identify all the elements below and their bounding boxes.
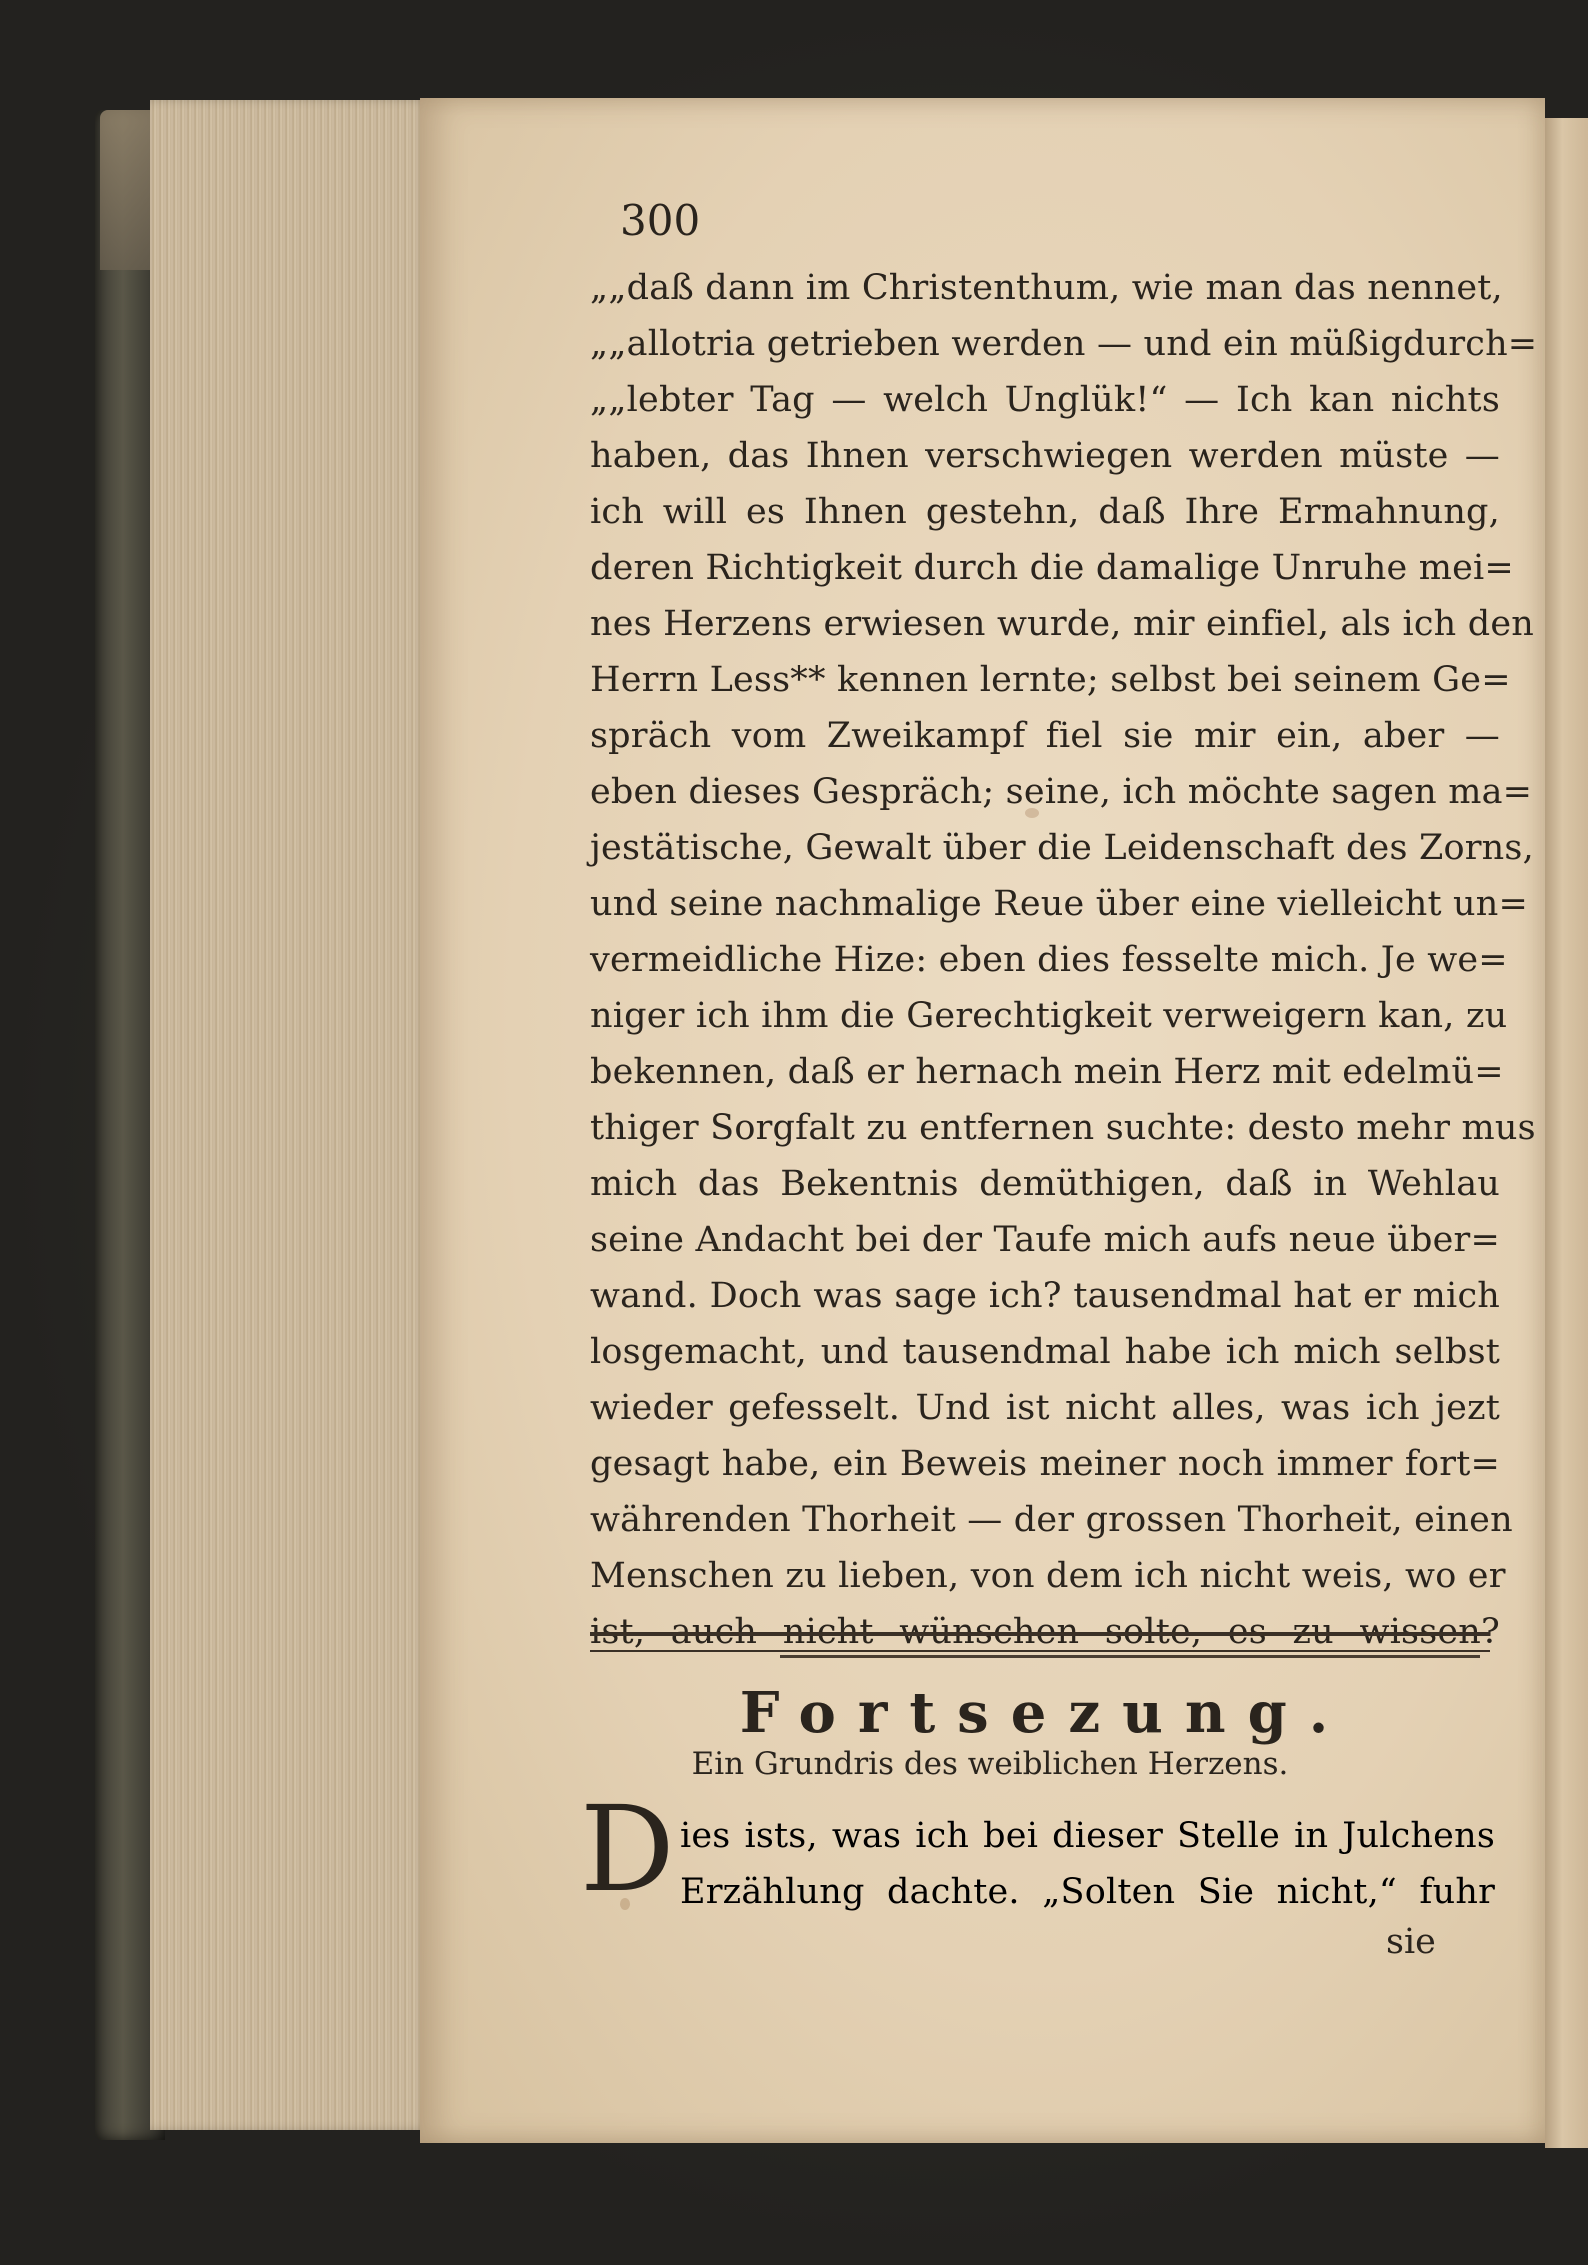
text-line: wand. Doch was sage ich? tausendmal hat er mich	[590, 1276, 1500, 1316]
text-line: niger ich ihm die Gerechtigkeit verweigern kan, zu	[590, 996, 1508, 1036]
section-opening-lines	[680, 1808, 1495, 1920]
section-rule-secondary	[780, 1655, 1480, 1658]
section-subheading: Ein Grundris des weiblichen Herzens.	[691, 1746, 1289, 1782]
text-line: spräch vom Zweikampf fiel sie mir ein, aber —	[590, 716, 1500, 756]
text-line: bekennen, daß er hernach mein Herz mit edelmü=	[590, 1052, 1504, 1092]
text-line: jestätische, Gewalt über die Leidenschaft des Zorns,	[590, 828, 1534, 868]
text-line: „„lebter Tag — welch Unglük!“ — Ich kan nichts	[590, 380, 1500, 420]
text-line: ich will es Ihnen gestehn, daß Ihre Ermahnung,	[590, 492, 1500, 532]
section-rule	[590, 1632, 1490, 1652]
text-line: ist, auch nicht wünschen solte, es zu wissen?	[590, 1612, 1500, 1652]
text-line: haben, das Ihnen verschwiegen werden müste —	[590, 436, 1500, 476]
text-line: deren Richtigkeit durch die damalige Unruhe mei=	[590, 548, 1514, 588]
text-line: seine Andacht bei der Taufe mich aufs neue über=	[590, 1220, 1500, 1260]
text-line: Menschen zu lieben, von dem ich nicht weis, wo er	[590, 1556, 1506, 1596]
text-line: Herrn Less** kennen lernte; selbst bei seinem Ge=	[590, 660, 1511, 700]
text-line: „„allotria getrieben werden — und ein müßigdurch=	[590, 324, 1538, 364]
text-line: Erzählung dachte. „Solten Sie nicht,“ fuhr	[680, 1872, 1495, 1912]
drop-cap: D	[580, 1780, 675, 1918]
text-line: nes Herzens erwiesen wurde, mir einfiel, als ich den	[590, 604, 1535, 644]
text-line: mich das Bekentnis demüthigen, daß in Wehlau	[590, 1164, 1500, 1204]
text-line: gesagt habe, ein Beweis meiner noch immer fort=	[590, 1444, 1500, 1484]
facing-page-edge	[1545, 118, 1588, 2148]
page-edges	[150, 100, 430, 2130]
text-line: thiger Sorgfalt zu entfernen suchte: desto mehr mus	[590, 1108, 1536, 1148]
text-line: wieder gefesselt. Und ist nicht alles, was ich jezt	[590, 1388, 1500, 1428]
text-line: eben dieses Gespräch; seine, ich möchte sagen ma=	[590, 772, 1533, 812]
text-line: vermeidliche Hize: eben dies fesselte mich. Je we=	[590, 940, 1508, 980]
catchword: sie	[1386, 1922, 1436, 1962]
text-line: und seine nachmalige Reue über eine vielleicht un=	[590, 884, 1529, 924]
page-number: 300	[620, 196, 701, 245]
body-lines	[590, 260, 1538, 1660]
text-line: währenden Thorheit — der grossen Thorheit, einen	[590, 1500, 1513, 1540]
text-line: losgemacht, und tausendmal habe ich mich selbst	[590, 1332, 1500, 1372]
text-line: „„daß dann im Christenthum, wie man das nennet,	[590, 268, 1503, 308]
section-heading: Fortsezung.	[739, 1680, 1351, 1746]
text-line: ies ists, was ich bei dieser Stelle in Julchens	[680, 1816, 1495, 1856]
